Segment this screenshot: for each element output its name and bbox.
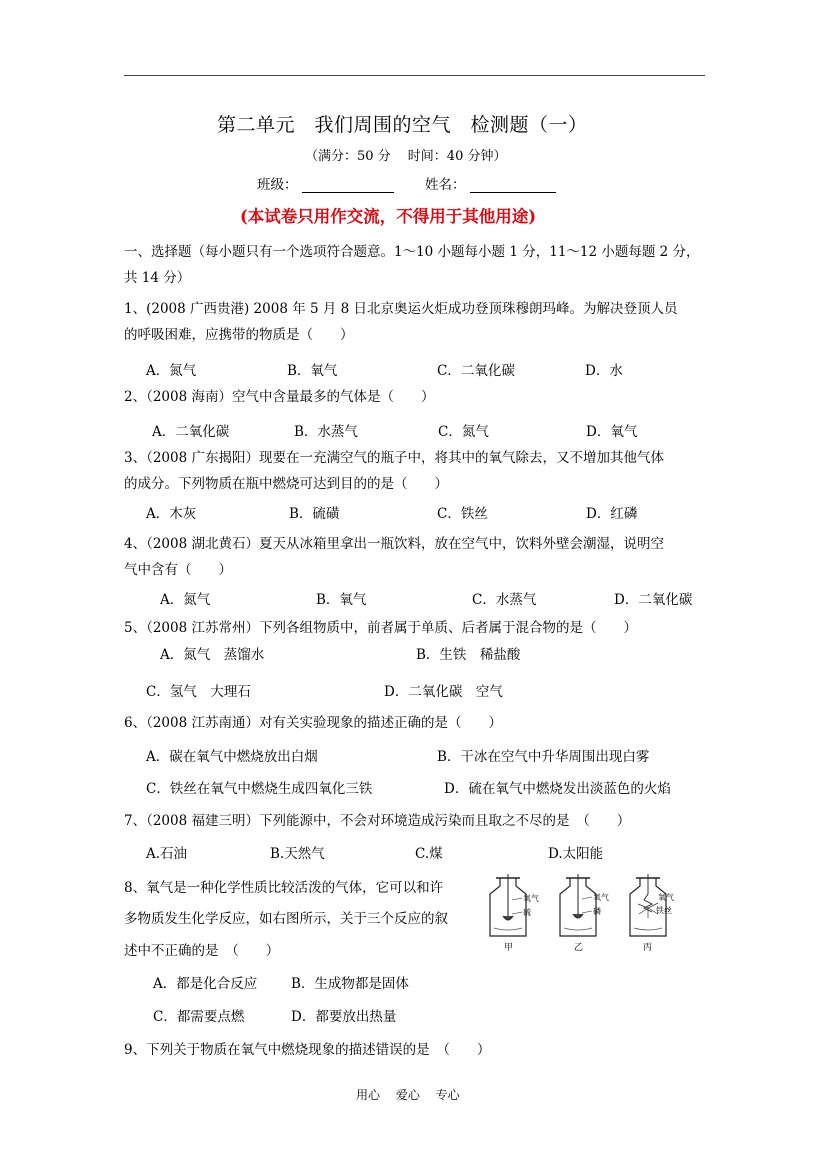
q6-option-b: B．干冰在空气中升华周围出现白雾 (437, 749, 650, 765)
q3-option-d: D．红磷 (586, 506, 638, 522)
question-4-line-1: 4、（2008 湖北黄石）夏天从冰箱里拿出一瓶饮料，放在空气中，饮料外壁会潮湿，说明空 (124, 536, 664, 552)
question-6-line-1: 6、（2008 江苏南通）对有关实验现象的描述正确的是（ ） (124, 715, 502, 731)
bottle-yi-gas: 氧气 (593, 893, 609, 902)
question-9-line-1: 9、下列关于物质在氧气中燃烧现象的描述错误的是 （ ） (124, 1042, 491, 1058)
q8-option-a: A．都是化合反应 (153, 976, 258, 992)
question-3-line-2: 的成分。下列物质在瓶中燃烧可达到目的的是（ ） (124, 476, 448, 492)
q6-option-c: C．铁丝在氧气中燃烧生成四氧化三铁 (146, 781, 373, 797)
class-field (257, 173, 394, 193)
q6-option-a: A．碳在氧气中燃烧放出白烟 (146, 749, 318, 765)
q7-option-c: C.煤 (415, 846, 443, 862)
bottle-jia-gas: 氧气 (523, 894, 539, 903)
name-blank (470, 178, 556, 193)
bottle-jia (490, 874, 539, 953)
combustion-figure (482, 872, 687, 954)
q1-option-b: B．氧气 (287, 363, 338, 379)
q5-option-d: D．二氧化碳 空气 (384, 684, 503, 700)
bottle-jia-label: 甲 (504, 943, 514, 953)
q1-option-d: D．水 (585, 363, 623, 379)
name-field (425, 173, 556, 193)
bottle-yi-label: 乙 (574, 943, 584, 953)
q4-option-a: A．氮气 (160, 592, 211, 608)
header-rule (124, 75, 705, 76)
q5-option-b: B．生铁 稀盐酸 (416, 647, 521, 663)
question-7-line-1: 7、（2008 福建三明）下列能源中，不会对环境造成污染而且取之不尽的是 （ ） (124, 813, 631, 829)
bottle-bing-gas: 氧气 (658, 893, 674, 902)
question-1-line-1: 1、(2008 广西贵港) 2008 年 5 月 8 日北京奥运火炬成功登顶珠穆朗玛峰。为解决登顶人员 (124, 301, 678, 317)
bottle-yi (560, 874, 609, 953)
q4-option-c: C．水蒸气 (472, 592, 537, 608)
q5-option-c: C．氢气 大理石 (146, 684, 251, 700)
q2-option-d: D．氧气 (586, 424, 638, 440)
q3-option-b: B．硫磺 (289, 506, 340, 522)
question-8-line-1: 8、氧气是一种化学性质比较活泼的气体，它可以和许 (124, 880, 444, 896)
q6-option-d: D．硫在氧气中燃烧发出淡蓝色的火焰 (444, 781, 671, 797)
usage-notice: (本试卷只用作交流，不得用于其他用途) (240, 207, 537, 226)
page-subtitle: （满分：50 分 时间：40 分钟） (305, 149, 507, 164)
question-8-line-3: 述中不正确的是 （ ） (124, 943, 280, 959)
bottle-bing-label: 丙 (643, 943, 653, 953)
q3-option-a: A．木灰 (146, 506, 197, 522)
class-label: 班级： (257, 177, 298, 193)
q7-option-b: B.天然气 (270, 846, 325, 862)
question-8-line-2: 多物质发生化学反应，如右图所示，关于三个反应的叙 (124, 911, 448, 927)
class-blank (302, 178, 394, 193)
q2-option-c: C．氮气 (438, 424, 489, 440)
q4-option-b: B．氧气 (316, 592, 367, 608)
bottle-bing (630, 874, 674, 953)
question-5-line-1: 5、（2008 江苏常州）下列各组物质中，前者属于单质、后者属于混合物的是（ ） (124, 620, 637, 636)
q8-option-d: D．都要放出热量 (291, 1009, 397, 1025)
q4-option-d: D．二氧化碳 (614, 592, 693, 608)
question-4-line-2: 气中含有（ ） (124, 562, 232, 578)
q7-option-d: D.太阳能 (548, 846, 604, 862)
q1-option-a: A．氮气 (146, 363, 197, 379)
q2-option-b: B．水蒸气 (294, 424, 358, 440)
page-footer: 用心 爱心 专心 (356, 1088, 460, 1102)
q7-option-a: A.石油 (146, 846, 188, 862)
section-heading-line-2: 共 14 分） (124, 270, 191, 286)
bottle-bing-substance: 铁丝 (656, 906, 672, 915)
name-label: 姓名： (425, 177, 466, 193)
q3-option-c: C．铁丝 (437, 506, 488, 522)
q8-option-b: B．生成物都是固体 (291, 976, 409, 992)
q1-option-c: C．二氧化碳 (437, 363, 515, 379)
bottle-yi-substance: 磷 (593, 907, 601, 916)
bottle-jia-substance: 硫 (523, 908, 531, 917)
question-3-line-1: 3、（2008 广东揭阳）现要在一充满空气的瓶子中，将其中的氧气除去，又不增加其他气体 (124, 450, 664, 466)
question-2-line-1: 2、（2008 海南）空气中含量最多的气体是（ ） (124, 389, 435, 405)
q2-option-a: A．二氧化碳 (152, 424, 230, 440)
page-title: 第二单元 我们周围的空气 检测题（一） (217, 114, 588, 136)
q5-option-a: A．氮气 蒸馏水 (160, 647, 265, 663)
q8-option-c: C．都需要点燃 (153, 1009, 245, 1025)
question-1-line-2: 的呼吸困难，应携带的物质是（ ） (124, 327, 354, 343)
section-heading-line-1: 一、选择题（每小题只有一个选项符合题意。1～10 小题每小题 1 分，11～12 小题每题 2 分， (124, 244, 700, 260)
